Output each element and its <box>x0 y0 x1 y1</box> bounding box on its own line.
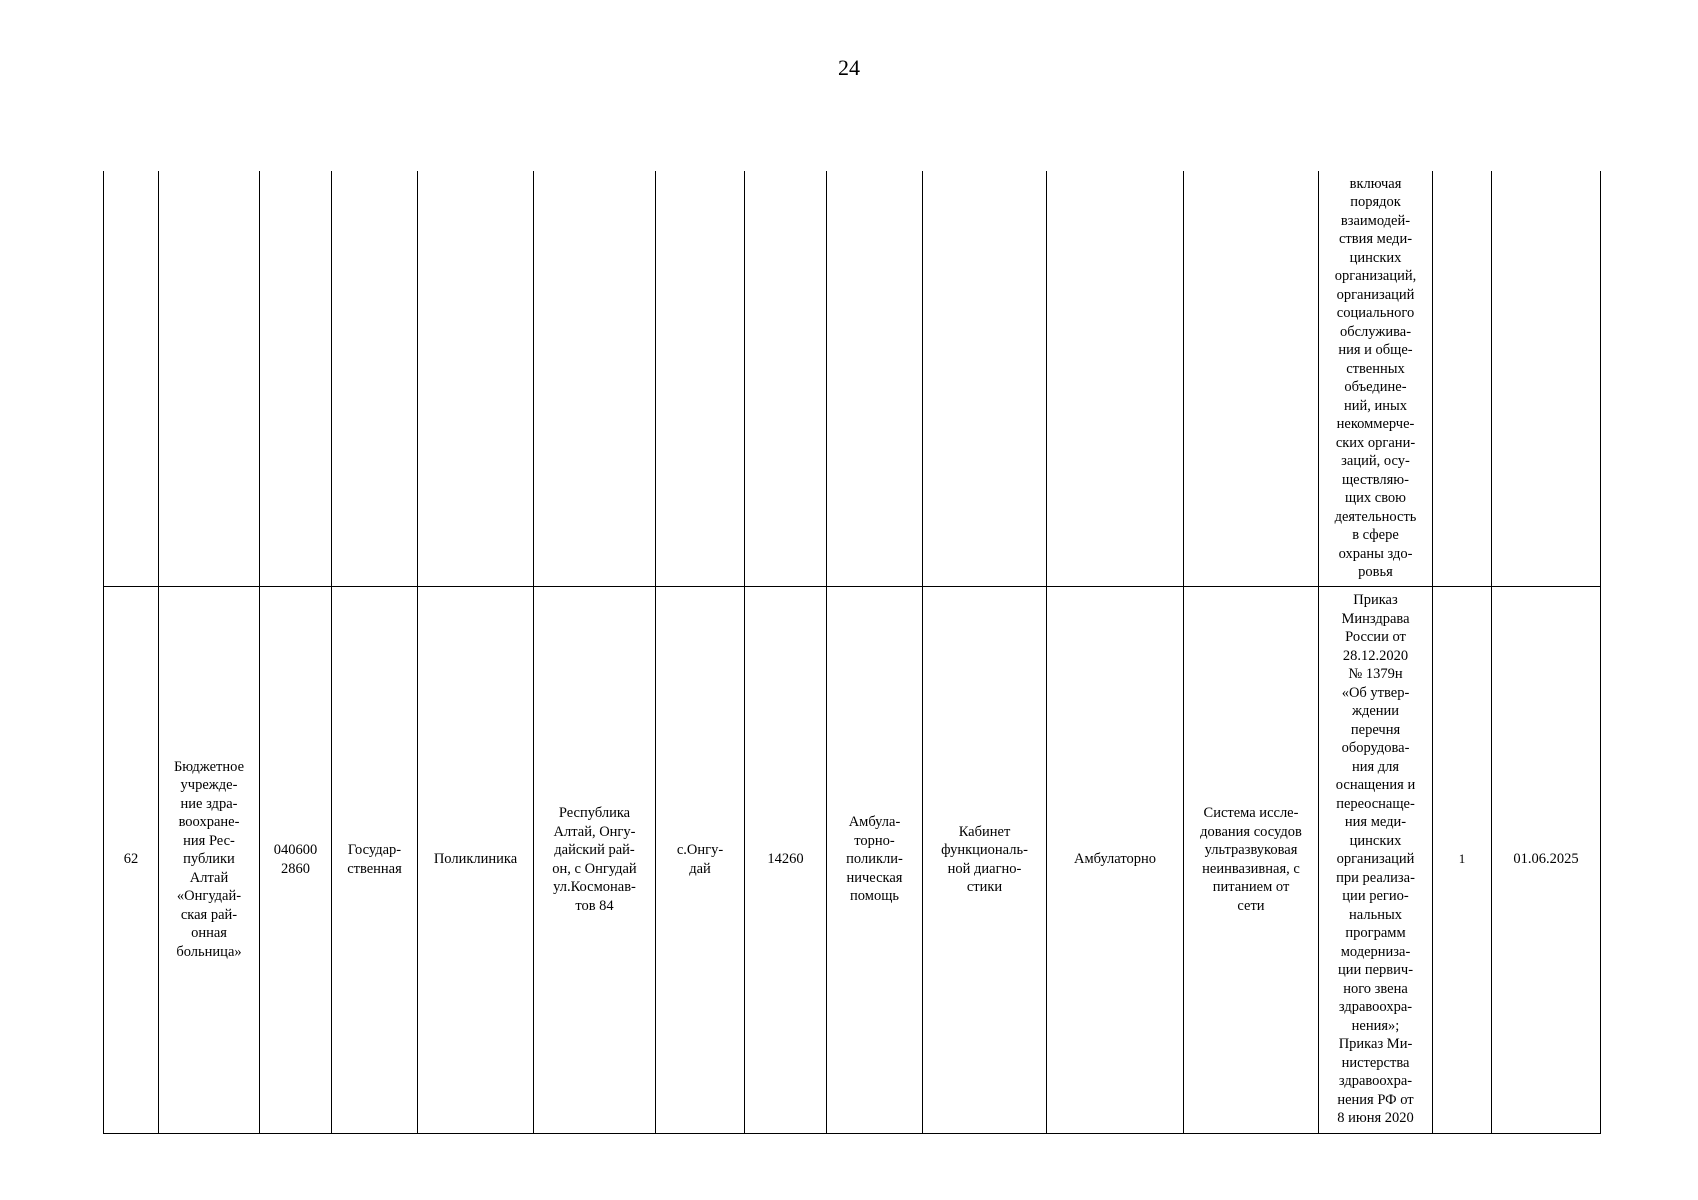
cell-number <box>104 171 159 586</box>
cell-address <box>534 171 656 586</box>
cell-organization <box>159 171 260 586</box>
cell-equipment <box>1184 171 1319 586</box>
cell-code <box>260 171 332 586</box>
cell-quantity <box>1433 171 1492 586</box>
cell-number: 62 <box>104 586 159 1133</box>
cell-equipment: Система иссле- дования сосудов ультразвуковая неинвазивная, с питанием от сети <box>1184 586 1319 1133</box>
cell-locality: с.Онгу- дай <box>656 586 745 1133</box>
cell-ownership <box>332 171 418 586</box>
cell-code: 040600 2860 <box>260 586 332 1133</box>
cell-population: 14260 <box>745 586 827 1133</box>
cell-quantity: 1 <box>1433 586 1492 1133</box>
cell-locality <box>656 171 745 586</box>
equipment-table <box>103 171 1601 1134</box>
cell-organization: Бюджетное учрежде- ние здра- воохране- ния Рес- публики Алтай «Онгудай- ская рай- онная больница» <box>159 586 260 1133</box>
cell-unit-type: Поликлиника <box>418 586 534 1133</box>
cell-conditions: Амбулаторно <box>1047 586 1184 1133</box>
cell-care-type <box>827 171 923 586</box>
cell-department <box>923 171 1047 586</box>
cell-legal-basis: включая порядок взаимодей- ствия меди- цинских организаций, организаций социального обслужива- ния и обще- ственных объедине- ний, иных некоммерче- ских органи- заций, осу- ществляю- щих свою деятельность в сфере охраны здо- ровья <box>1319 171 1433 586</box>
cell-date <box>1492 171 1601 586</box>
cell-conditions <box>1047 171 1184 586</box>
cell-care-type: Амбула- торно- поликли- ническая помощь <box>827 586 923 1133</box>
cell-unit-type <box>418 171 534 586</box>
cell-department: Кабинет функциональ- ной диагно- стики <box>923 586 1047 1133</box>
cell-address: Республика Алтай, Онгу- дайский рай- он, с Онгудай ул.Космонав- тов 84 <box>534 586 656 1133</box>
cell-population <box>745 171 827 586</box>
table-row <box>104 586 1601 1133</box>
cell-date: 01.06.2025 <box>1492 586 1601 1133</box>
cell-ownership: Государ- ственная <box>332 586 418 1133</box>
page-number: 24 <box>838 55 860 80</box>
table-row <box>104 171 1601 586</box>
cell-legal-basis: Приказ Минздрава России от 28.12.2020 № 1379н «Об утвер- ждении перечня оборудова- ния для оснащения и переоснаще- ния меди- цинских организаций при реализа- ции регио- нальных программ модерниза- ции первич- ного звена здравоохра- нения»; Приказ Ми- нистерства здравоохра- нения РФ от 8 июня 2020 <box>1319 586 1433 1133</box>
